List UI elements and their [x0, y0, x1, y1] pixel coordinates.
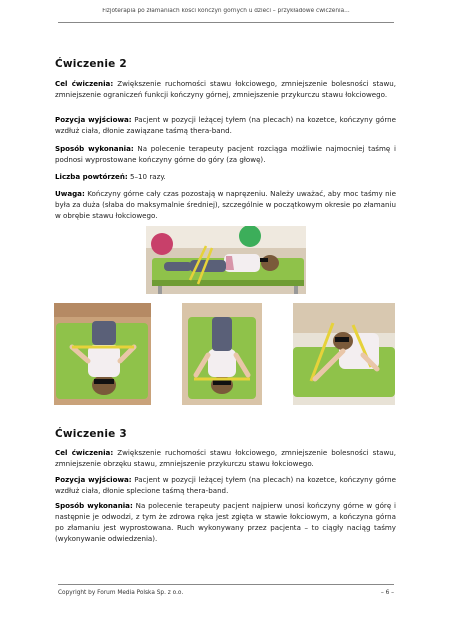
exercise-2-start-label: Pozycja wyjściowa: [55, 115, 132, 124]
exercise-3-start-label: Pozycja wyjściowa: [55, 475, 132, 484]
exercise-2-reps [55, 171, 396, 182]
exercise-3-method [55, 500, 396, 544]
running-header: Fizjoterapia po złamaniach kości kończyn górnych u dzieci – przykładowe ćwiczenia... [102, 8, 350, 14]
exercise-2-reps-text: 5–10 razy. [129, 172, 166, 181]
page-number: – 6 – [380, 590, 394, 596]
exercise-2-goal-text: Zwiększenie ruchomości stawu łokciowego, zmniejszenie bolesności stawu, zmniejszenie ograniczeń funkcji kończyny górnej, zmniejszenie przykurczu stawu łokciowego. [55, 79, 397, 99]
exercise-2-goal-label: Cel ćwiczenia: [55, 79, 114, 88]
exercise-2-note [55, 188, 396, 221]
exercise-3-goal [55, 447, 396, 469]
exercise-3-goal-text: Zwiększenie ruchomości stawu łokciowego, zmniejszenie bolesności stawu, zmniejszenie obrzęku stawu, zmniejszenie przykurczu stawu łokciowego. [55, 448, 397, 468]
exercise-2-method-label: Sposób wykonania: [55, 144, 134, 153]
exercise-3-start-position [55, 474, 396, 496]
exercise-2-note-label: Uwaga: [55, 189, 85, 198]
exercise-2-goal [55, 78, 396, 100]
exercise-3-method-label: Sposób wykonania: [55, 501, 133, 510]
exercise-2-method [55, 143, 396, 165]
exercise-3-method-text: Na polecenie terapeuty pacjent najpierw unosi kończyny górne w górę i następnie je odwodzi, z tym że zdrowa ręka jest zgięta w stawie łokciowym, a kończyna górna po złamaniu jest wyprostowana. Ruch wykonywany przez pacjenta – to ciągły naciąg taśmy (wykonywanie odwiedzenia). [55, 501, 396, 543]
exercise-2-photo-top [146, 226, 306, 294]
exercise-2-start-text: Pacjent w pozycji leżącej tyłem (na plecach) na kozetce, kończyny górne wzdłuż ciała, dłonie zawiązane taśmą thera-band. [55, 115, 396, 135]
exercise-2-reps-label: Liczba powtórzeń: [55, 172, 128, 181]
footer-rule [58, 584, 394, 585]
exercise-2-photo-bottom-middle [182, 303, 262, 405]
exercise-2-photo-bottom-right [293, 303, 395, 405]
exercise-2-start-position [55, 114, 396, 136]
exercise-2-photo-bottom-left [54, 303, 151, 405]
header-rule [58, 22, 394, 23]
exercise-3-goal-label: Cel ćwiczenia: [55, 448, 114, 457]
footer-copyright: Copyright by Forum Media Polska Sp. z o.o. [58, 590, 184, 596]
exercise-3-title: Ćwiczenie 3 [55, 428, 127, 440]
exercise-2-title: Ćwiczenie 2 [55, 58, 127, 70]
exercise-2-method-text: Na polecenie terapeuty pacjent rozciąga możliwie najmocniej taśmę i podnosi wyprostowane kończyny górne do góry (za głowę). [55, 144, 396, 164]
exercise-3-start-text: Pacjent w pozycji leżącej tyłem (na plecach) na kozetce, kończyny górne wzdłuż ciała, dłonie splecione taśmą thera-band. [55, 475, 396, 495]
exercise-2-note-text: Kończyny górne cały czas pozostają w napręzeniu. Należy uważać, aby moc taśmy nie była za duża (słaba do maksymalnie średniej), szczególnie w początkowym okresie po złamaniu w obrębie stawu łokciowego. [55, 189, 396, 220]
